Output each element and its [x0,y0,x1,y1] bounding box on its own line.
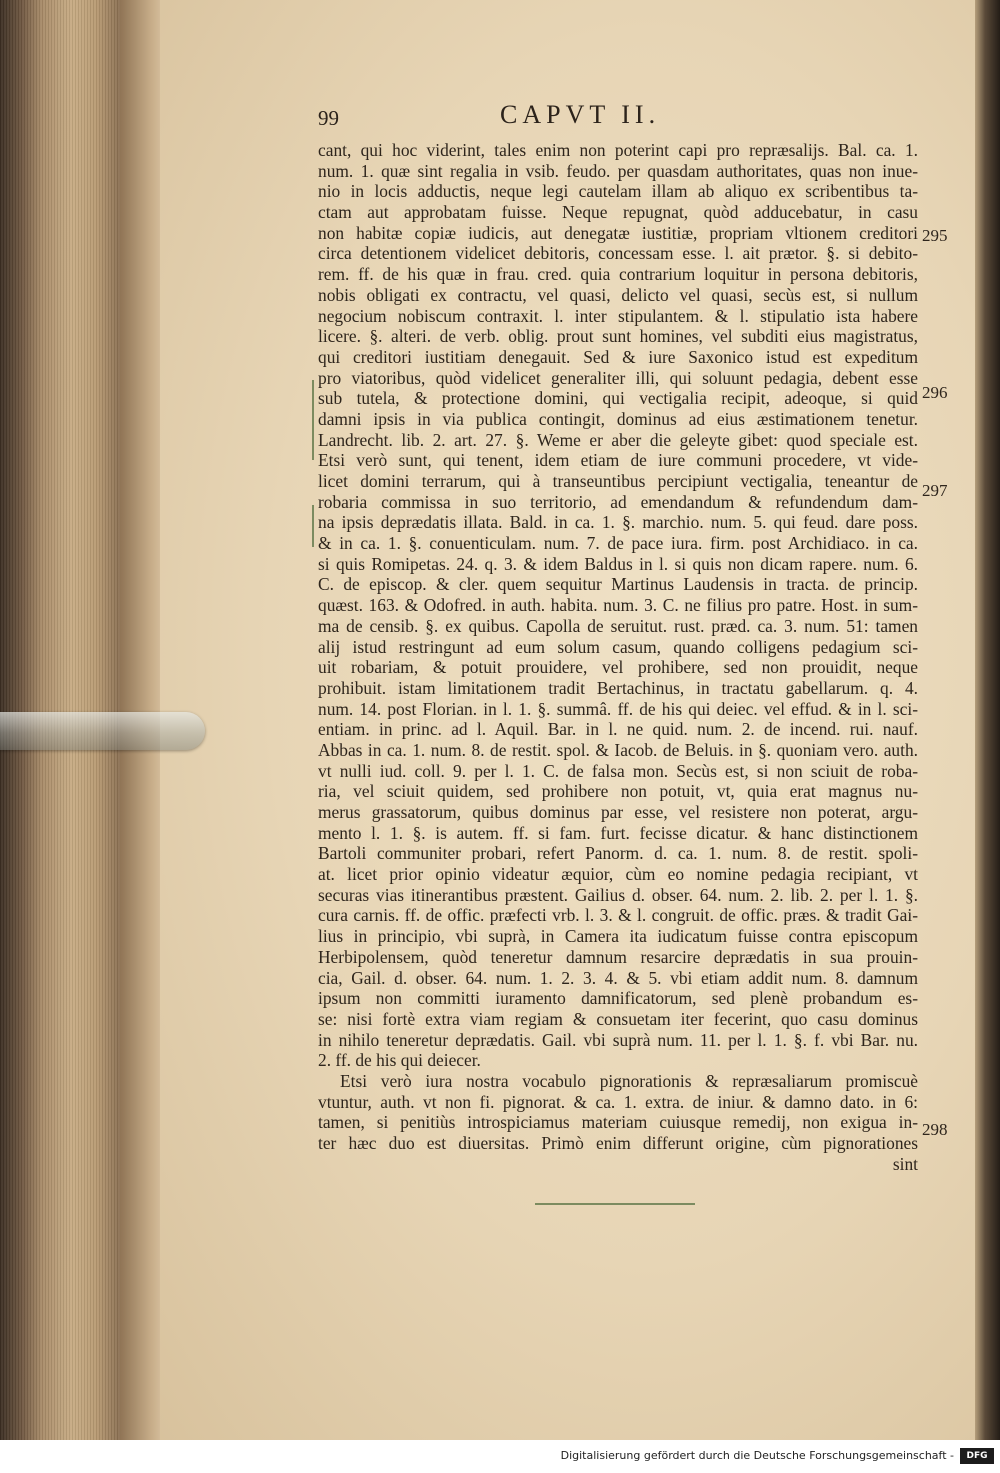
text-line: 2. ff. de his qui deiecer. [318,1050,481,1071]
text-line: at. licet prior opinio videatur æquior, cùm eo nomine pedagia recipiant, vt [318,864,918,885]
text-line: uit robariam, & potuit prouidere, vel prohibere, sed non prouidit, neque [318,657,918,678]
text-line: Landrecht. lib. 2. art. 27. §. Weme er aber die geleyte gibet: quod speciale est. [318,429,918,450]
text-line: Etsi verò sunt, qui tenent, idem etiam de iure communi procedere, vt vide- [318,450,918,471]
text-line: qui creditori iustitiam denegauit. Sed & iure Saxonico istud est expeditum [318,346,918,367]
text-line: licet domini terrarum, qui à transeuntibus percipiunt vectigalia, teneantur de [318,471,918,491]
text-line: damni ipsis in via publica contingit, dominus ad eius æstimationem tenetur. [318,408,918,429]
text-line: na ipsis deprædatis illata. Bald. in ca. 1. §. marchio. num. 5. qui feud. dare poss. [318,512,918,533]
text-line: vtuntur, auth. vt non fi. pignorat. & ca. 1. extra. de iniur. & damno dato. in 6: [318,1091,918,1112]
body-text [318,140,918,1174]
text-line: num. 14. post Florian. in l. 1. §. summâ. ff. de his qui deiec. vel effud. & in l. sci- [318,698,918,719]
text-line: Herbipolensem, quòd teneretur damnum resarcire deprædatis in sua prouin- [318,946,918,967]
text-line: & in ca. 1. §. conuenticulam. num. 7. de pace iura. firm. post Archidiaco. in ca. [318,533,918,554]
text-line: Etsi verò iura nostra vocabulo pignorationis & repræsaliarum promiscuè [340,1070,918,1091]
text-line: securas vias itinerantibus præstent. Gailius d. obser. 64. num. 2. lib. 2. per l. 1. §. [318,884,918,905]
text-line: ctam aut approbatam fuisse. Neque repugnat, quòd adducebatur, in casu [318,202,918,223]
margin-number: 296 [922,383,948,402]
margin-number: 298 [922,1120,948,1139]
digitization-note: Digitalisierung gefördert durch die Deutsche Forschungsgemeinschaft - [560,1449,954,1462]
text-line: licere. §. alteri. de verb. oblig. prout sunt homines, vel subditi eius magistratus, [318,326,918,347]
text-line: rem. ff. de his quæ in frau. cred. quia contrarium loquitur in persona debitoris, [318,264,918,285]
text-line: ter hæc duo est diuersitas. Primò enim differunt origine, cùm pignorationes [318,1133,918,1153]
text-line: ma de censib. §. ex quibus. Capolla de seruitut. rust. præd. ca. 3. num. 51: tamen [318,615,918,636]
text-line: pro viatoribus, quòd videlicet generaliter illi, qui soluunt pedagia, debent esse [318,367,918,388]
text-line: circa detentionem videlicet debitoris, concessam esse. l. ait prætor. §. si debito- [318,243,918,264]
text-line: ipsum non committi iuramento damnificatorum, sed plenè probandum es- [318,988,918,1009]
text-line: se: nisi fortè extra viam regiam & consuetam iter fecerint, quo casu dominus [318,1008,918,1029]
margin-bracket-mark [312,505,318,547]
text-line: tamen, si penitiùs introspiciamus materiam cuiusque remedij, non exigua in- [318,1112,918,1133]
margin-number: 297 [922,481,948,500]
dfg-logo-icon: DFG [960,1448,994,1464]
text-line: merus grassatorum, quibus dominus par esse, vel resistere non poterat, argu- [318,802,918,822]
text-line: vt nulli iud. coll. 9. per l. 1. C. de falsa mon. Secùs est, si non sciuit de roba- [318,760,918,781]
text-line: entiam. in princ. ad l. Aquil. Bar. in l. ne quid. num. 2. de incend. rui. nauf. [318,719,918,740]
text-line: prohibuit. istam limitationem tradit Bertachinus, in tractatu gabellarum. q. 4. [318,677,918,698]
text-line: num. 1. quæ sint regalia in vsib. feudo. per quasdam authoritates, quas non inue- [318,160,918,181]
text-line: robaria commissa in suo territorio, ad emendandum & refundendum dam- [318,491,918,512]
book-edge-right [975,0,1000,1440]
handwritten-underline [535,1203,695,1205]
text-line: sub tutela, & protectione domini, qui vectigalia recipit, adeoque, si quid [318,388,918,409]
page-header [318,100,918,136]
text-line: nio in locis adductis, neque legi cautelam illam ab aliquo ex scribentibus ta- [318,181,918,202]
digitization-footer [0,1440,1000,1473]
text-line: Bartoli communiter probari, refert Panorm. d. ca. 1. num. 8. de restit. spoli- [318,843,918,864]
text-line: Abbas in ca. 1. num. 8. de restit. spol. & Iacob. de Beluis. in §. quoniam vero. auth. [318,739,918,760]
text-line: cant, qui hoc viderint, tales enim non poterint capi pro repræsalijs. Bal. ca. 1. [318,140,918,160]
text-line: ria, vel sciuit quidem, sed prohibere non potuit, vt, quia erat magnus nu- [318,781,918,802]
running-head: CAPVT II. [500,100,661,129]
text-line: non habitæ copiæ iudicis, aut denegatæ iustitiæ, propriam vltionem creditori [318,222,918,243]
text-line: cia, Gail. d. obser. 64. num. 1. 2. 3. 4. & 5. vbi etiam addit num. 8. damnum [318,967,918,988]
text-line: quæst. 163. & Odofred. in auth. habita. num. 3. C. ne filius pro patre. Host. in sum- [318,595,918,616]
text-line: lius in principio, vbi suprà, in Camera ita iudicatum fuisse contra episcopum [318,926,918,947]
text-line: C. de episcop. & cler. quem sequitur Martinus Laudensis in tracta. de princip. [318,574,918,595]
page-clip [0,712,205,750]
text-line: nobis obligati ex contractu, vel quasi, delicto vel quasi, secùs est, si nullum [318,284,918,305]
text-line: cura carnis. ff. de offic. præfecti vrb. l. 3. & l. congruit. de offic. præs. & tradit Gai- [318,905,918,926]
page-number: 99 [318,106,339,130]
catchword: sint [892,1153,918,1174]
margin-bracket-mark [312,380,318,460]
text-line: in nihilo teneretur deprædatis. Gail. vbi suprà num. 11. per l. 1. §. f. vbi Bar. nu. [318,1029,918,1050]
text-line: alij istud restringunt ad eum solum casum, quando colligens pedagium sci- [318,636,918,657]
text-line: si quis Romipetas. 24. q. 3. & idem Baldus in l. si quis non dicam rapere. num. 6. [318,553,918,574]
text-line: mento l. 1. §. is autem. ff. si fam. furt. fecisse dicatur. & hanc distinctionem [318,822,918,843]
margin-number: 295 [922,226,948,245]
text-line: negocium nobiscum contraxit. l. inter stipulantem. & l. stipulatio ista habere [318,305,918,326]
